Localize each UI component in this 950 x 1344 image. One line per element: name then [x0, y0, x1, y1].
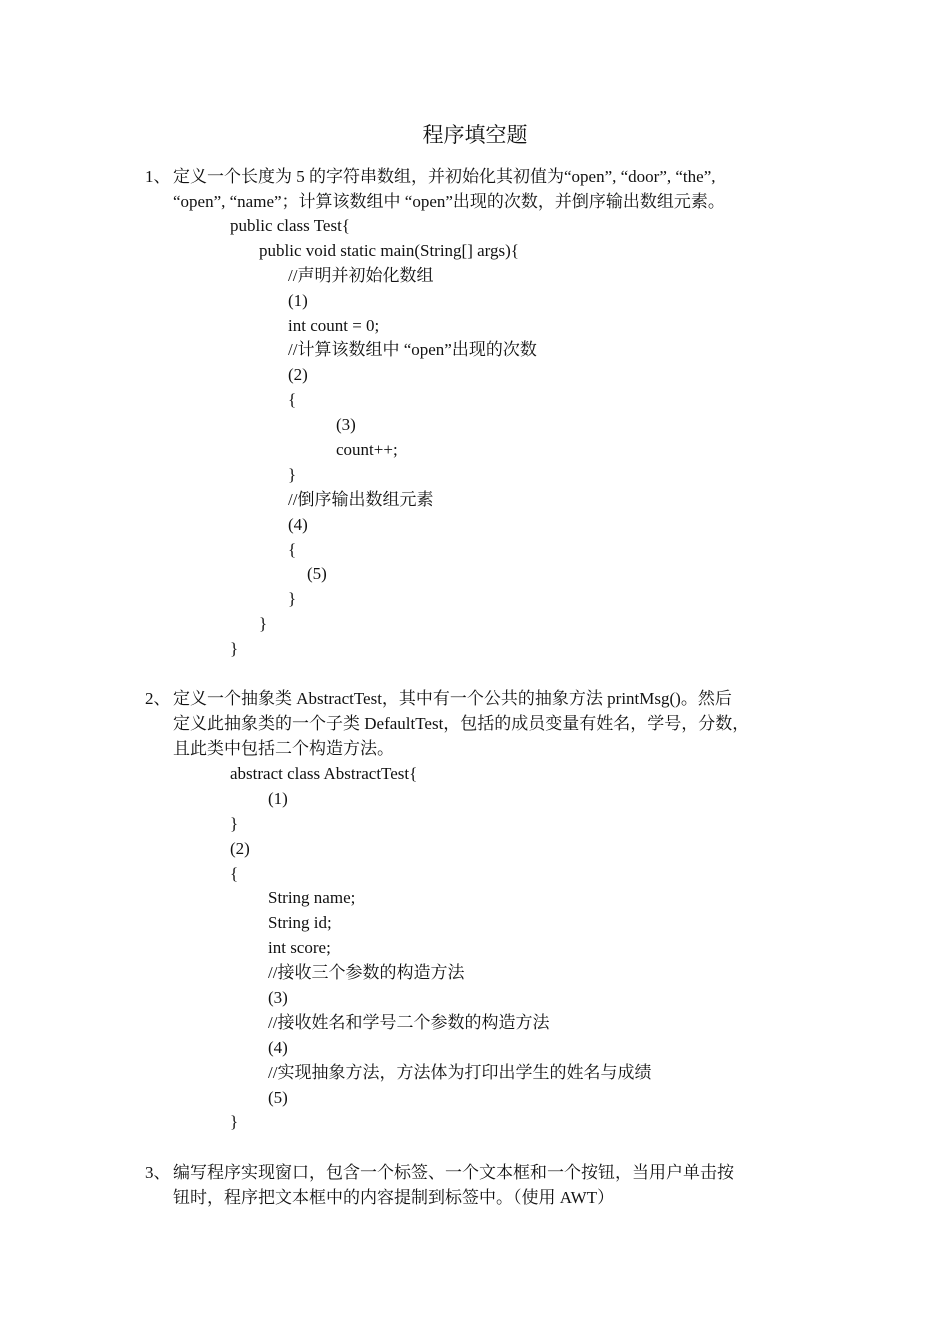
code-blank: (4)	[268, 1037, 288, 1057]
question-line: 编写程序实现窗口，包含一个标签、一个文本框和一个按钮，当用户单击按	[173, 1163, 734, 1182]
code-block-2	[230, 762, 651, 1135]
question-number: 2、	[145, 689, 171, 708]
code-blank: (5)	[307, 564, 327, 584]
question-line: “open”, “name”；计算该数组中 “open”出现的次数，并倒序输出数组元素。	[173, 192, 725, 211]
question-1	[145, 164, 810, 214]
code-line: }	[259, 614, 268, 634]
question-number: 1、	[145, 167, 171, 186]
code-line: }	[288, 464, 297, 484]
code-blank: (2)	[288, 365, 308, 385]
code-line: int score;	[268, 938, 331, 958]
question-text	[173, 686, 810, 761]
code-blank: (1)	[288, 290, 308, 310]
code-line: abstract class AbstractTest{	[230, 764, 418, 783]
code-blank: (1)	[268, 788, 288, 808]
question-text	[173, 164, 810, 214]
code-line: int count = 0;	[288, 315, 380, 335]
code-line: {	[230, 863, 239, 883]
code-line: String name;	[268, 888, 356, 908]
code-line: {	[288, 539, 297, 559]
code-comment: //接收姓名和学号二个参数的构造方法	[268, 1012, 550, 1032]
code-comment: //实现抽象方法，方法体为打印出学生的姓名与成绩	[268, 1062, 652, 1082]
code-line: }	[288, 589, 297, 609]
question-text	[173, 1160, 810, 1210]
code-blank: (2)	[230, 838, 250, 858]
code-comment: //接收三个参数的构造方法	[268, 963, 465, 983]
code-blank: (3)	[336, 415, 356, 435]
code-line: }	[230, 813, 239, 833]
question-line: 且此类中包括二个构造方法。	[173, 739, 394, 758]
code-line: count++;	[336, 440, 398, 460]
question-line: 定义一个抽象类 AbstractTest，其中有一个公共的抽象方法 printMsg()。然后	[173, 689, 732, 708]
code-blank: (3)	[268, 988, 288, 1008]
code-blank: (4)	[288, 514, 308, 534]
code-line: public class Test{	[230, 216, 350, 235]
question-line: 钮时，程序把文本框中的内容提制到标签中。（使用 AWT）	[173, 1188, 615, 1207]
code-line: String id;	[268, 913, 332, 933]
code-blank: (5)	[268, 1087, 288, 1107]
code-block-1	[230, 214, 537, 662]
code-comment: //倒序输出数组元素	[288, 489, 434, 509]
question-3	[145, 1160, 810, 1210]
question-2	[145, 686, 810, 761]
question-number: 3、	[145, 1163, 171, 1182]
code-comment: //计算该数组中 “open”出现的次数	[288, 340, 537, 360]
question-line: 定义一个长度为 5 的字符串数组，并初始化其初值为“open”, “door”, “the”,	[173, 167, 716, 186]
code-comment: //声明并初始化数组	[288, 265, 434, 285]
page-title: 程序填空题	[422, 123, 528, 147]
code-line: }	[230, 1112, 239, 1132]
code-line: }	[230, 639, 239, 659]
question-line: 定义此抽象类的一个子类 DefaultTest，包括的成员变量有姓名，学号，分数，	[173, 714, 750, 733]
code-line: public void static main(String[] args){	[259, 240, 519, 260]
code-line: {	[288, 390, 297, 410]
